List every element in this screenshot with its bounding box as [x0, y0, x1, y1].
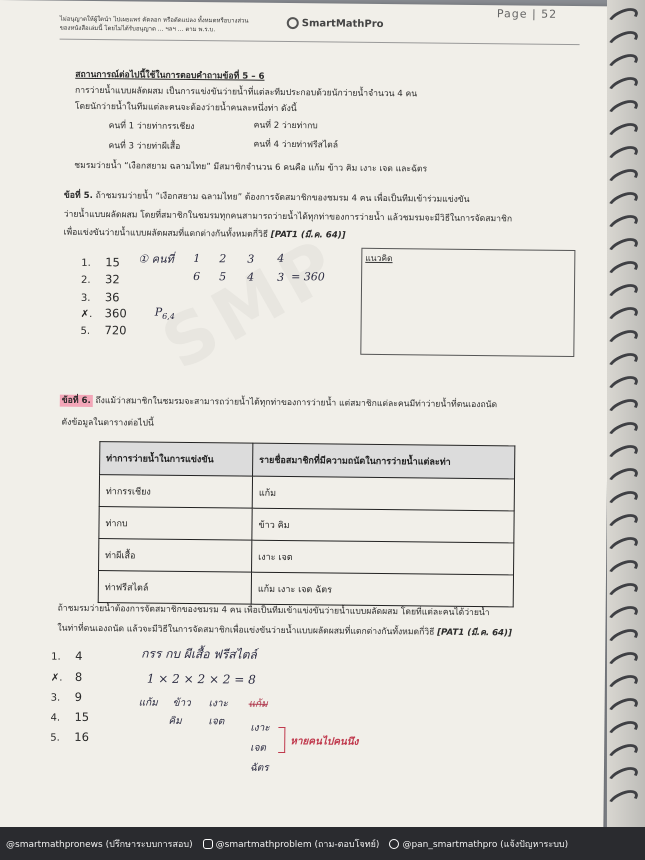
chat-icon — [389, 839, 399, 849]
spiral-binding — [607, 0, 645, 835]
q5-line-2: ว่ายน้ำแบบผลัดผสม โดยที่สมาชิกในชมรมทุกคนสามารถว่ายน้ำได้ทุกท่าของการว่ายน้ำ แล้วชมรมจะมีวิธีในการจัดสมาชิก — [63, 209, 513, 225]
footer-link-problem[interactable]: @smartmathproblem (ถาม-ตอบโจทย์) — [203, 837, 380, 851]
table-header-row — [100, 442, 515, 479]
q6-work-note: หายคนไปคนนึง — [290, 736, 359, 748]
q5-choice-5[interactable]: 5. 720 — [80, 323, 127, 338]
copyright-note: ไม่อนุญาตให้ผู้ใดนำ ไปเผยแพร่ คัดลอก หรือดัดแปลง ทั้งหมดหรือบางส่วน ของหนังสือเล่มนี้ โดยไม่ได้รับอนุญาต ... ฯลฯ ... ตาม พ.ร.บ. — [59, 15, 249, 34]
q5-choice-1[interactable]: 1. 15 — [81, 255, 120, 270]
q5-work-slot-2: 2 — [219, 252, 227, 266]
instagram-icon — [203, 839, 213, 849]
table-row: ท่าฟรีสไตล์ แก้ม เงาะ เจต ฉัตร — [98, 571, 513, 607]
q5-choice-4[interactable]: ✗. 360 — [80, 306, 127, 321]
table-row: ท่ากรรเชียง แก้ม — [99, 475, 514, 511]
q6-line-2: ดังข้อมูลในตารางต่อไปนี้ — [61, 417, 154, 429]
q6-choice-1[interactable]: 1. 4 — [51, 648, 83, 663]
q5-choice-2[interactable]: 2. 32 — [81, 272, 120, 287]
q6-work-free-3: ฉัตร — [249, 762, 269, 774]
q6-work-name-3: เงาะ — [208, 698, 228, 710]
q5-work-val-1: 6 — [193, 270, 201, 284]
q5-work-slot-3: 3 — [247, 252, 255, 266]
table-row: ท่ากบ ข้าว คิม — [99, 507, 514, 543]
page-number: Page | 52 — [496, 7, 558, 21]
q6-work-free-2: เจต — [250, 742, 267, 754]
table-row: ท่าผีเสื้อ เงาะ เจต — [99, 539, 514, 575]
swimmer-2: คนที่ 2 ว่ายท่ากบ — [253, 120, 318, 132]
watermark — [149, 221, 354, 385]
situation-line-2: โดยนักว่ายน้ำในทีมแต่ละคนจะต้องว่ายน้ำคนละหนึ่งท่า ดังนี้ — [74, 101, 297, 115]
q5-line-1: ข้อที่ 5. ถ้าชมรมว่ายน้ำ “เงือกสยาม ฉลามไทย” ต้องการจัดสมาชิกของชมรม 4 คน เพื่อเป็นทีมเข้าร่วมแข่งขัน — [63, 190, 470, 205]
q6-work-name-2: ข้าว — [172, 697, 191, 710]
q6-work-name-5: คิม — [168, 715, 182, 727]
q5-work-val-4: 3 — [277, 270, 285, 284]
q5-work-perm: $P_{6,4}$ — [154, 305, 175, 322]
approach-label: แนวคิด — [365, 253, 393, 265]
club-members: ชมรมว่ายน้ำ “เงือกสยาม ฉลามไทย” มีสมาชิกจำนวน 6 คนคือ แก้ม ข้าว คิม เงาะ เจต และฉัตร — [74, 160, 428, 175]
brand-icon — [287, 17, 299, 29]
q5-choice-3[interactable]: 3. 36 — [80, 290, 120, 305]
q5-work-slot-1: 1 — [193, 252, 201, 266]
footer-bar — [0, 827, 645, 860]
approach-box — [360, 248, 575, 357]
q6-work-name-6: เจต — [208, 716, 225, 728]
skill-table — [98, 441, 516, 607]
swimmer-3: คนที่ 3 ว่ายท่าผีเสื้อ — [108, 141, 181, 152]
q6-choice-2[interactable]: ✗. 8 — [50, 669, 83, 684]
q6-work-strokes: กรร กบ ผีเสื้อ ฟรีสไตล์ — [141, 646, 257, 662]
q6-choice-5[interactable]: 5. 16 — [50, 729, 90, 744]
swimmer-4: คนที่ 4 ว่ายท่าฟรีสไตล์ — [253, 139, 339, 151]
q6-work-name-4: แก้ม — [248, 698, 268, 710]
q6-choice-3[interactable]: 3. 9 — [50, 689, 83, 704]
brand-logo: SmartMathPro — [287, 17, 384, 30]
q5-line-3: เพื่อแข่งขันว่ายน้ำแบบผลัดผสมที่แตกต่างกันทั้งหมดกี่วิธี [PAT1 (มี.ค. 64)] — [63, 227, 346, 241]
situation-line-1: การว่ายน้ำแบบผลัดผสม เป็นการแข่งขันว่ายน้ำที่แต่ละทีมประกอบด้วยนักว่ายน้ำจำนวน 4 คน — [75, 85, 418, 100]
table-header-stroke: ท่าการว่ายน้ำในการแข่งขัน — [100, 442, 253, 477]
q6-work-name-1: แก้ม — [138, 697, 158, 709]
q6-work-bracket — [278, 727, 285, 753]
q5-work-slot-4: 4 — [277, 251, 285, 265]
q5-work-result: = 360 — [291, 270, 325, 284]
table-header-members: รายชื่อสมาชิกที่มีความถนัดในการว่ายน้ำแต่ละท่า — [253, 443, 515, 479]
swimmer-1: คนที่ 1 ว่ายท่ากรรเชียง — [108, 121, 195, 133]
q6-choice-4[interactable]: 4. 15 — [50, 709, 90, 724]
footer-link-support[interactable]: @pan_smartmathpro (แจ้งปัญหาระบบ) — [389, 837, 568, 851]
q6-label: ข้อที่ 6. — [60, 395, 93, 407]
q6-work-calc: 1 × 2 × 2 × 2 = 8 — [146, 671, 256, 687]
q5-work-head: ① คนที่ — [138, 252, 174, 266]
q5-work-val-3: 4 — [247, 270, 255, 284]
footer-link-news[interactable]: @smartmathpronews (ปรึกษาระบบการสอบ) — [6, 839, 193, 850]
q6-after-2: ในท่าที่ตนเองถนัด แล้วจะมีวิธีในการจัดสมาชิกเพื่อแข่งขันว่ายน้ำแบบผลัดผสมที่แตกต่างกันทั้งหมดกี่วิธี [PAT1 (มี.ค. 64)] — [57, 623, 512, 639]
q6-after-1: ถ้าชมรมว่ายน้ำต้องการจัดสมาชิกของชมรม 4 คน เพื่อเป็นทีมเข้าแข่งขันว่ายน้ำแบบผลัดผสม โดยที่แต่ละคนได้ว่ายน้ำ — [57, 603, 490, 619]
q6-line-1: ข้อที่ 6. ถึงแม้ว่าสมาชิกในชมรมจะสามารถว่ายน้ำได้ทุกท่าของการว่ายน้ำ แต่สมาชิกแต่ละคนมีท่าว่ายน้ำที่ตนเองถนัด — [60, 393, 497, 412]
header-divider — [60, 39, 580, 45]
q6-work-free-1: เงาะ — [250, 722, 270, 734]
q5-work-val-2: 5 — [219, 270, 227, 284]
situation-title: สถานการณ์ต่อไปนี้ใช้ในการตอบคำถามข้อที่ 5 – 6 — [75, 69, 265, 82]
